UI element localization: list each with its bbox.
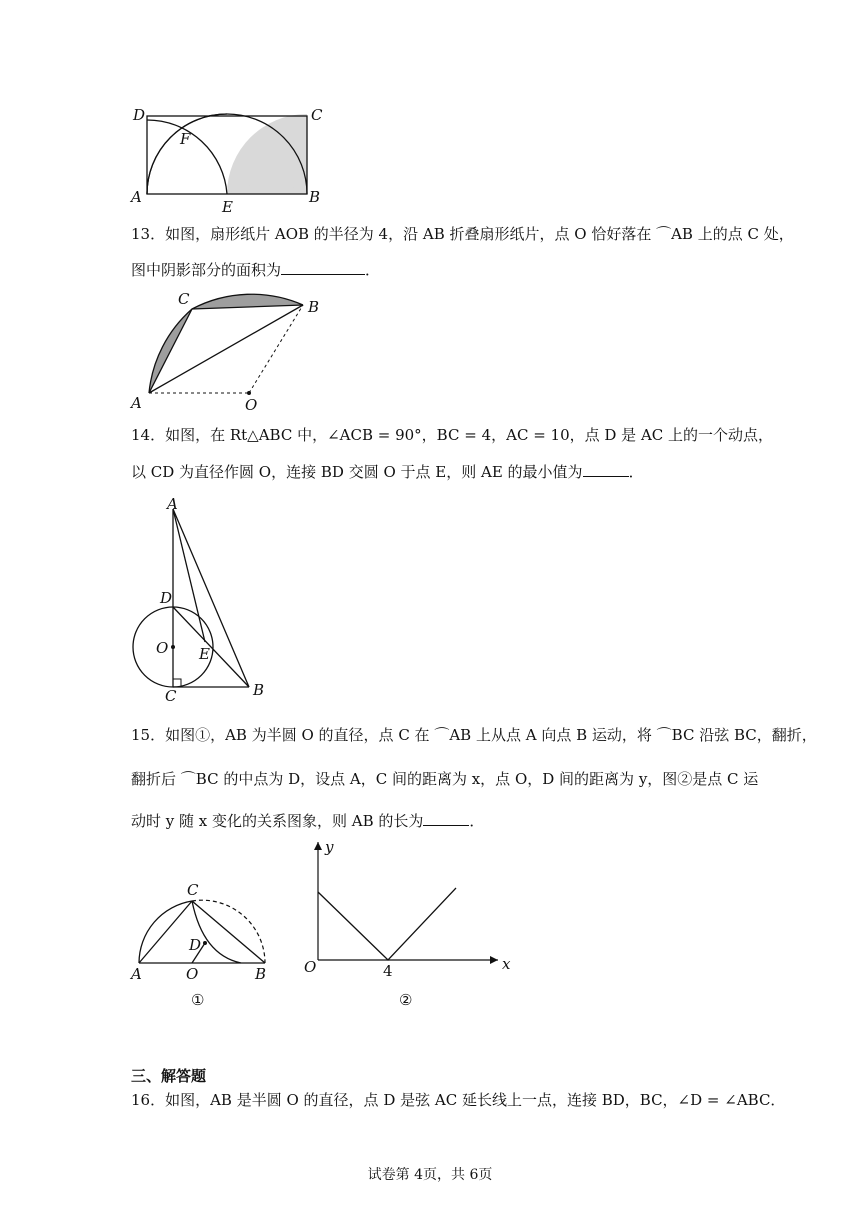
- label-b: B: [308, 298, 320, 316]
- q13-prompt: 图中阴影部分的面积为: [131, 261, 282, 279]
- q13-figure: [125, 290, 335, 415]
- label-origin: O: [304, 958, 317, 976]
- q14-figure: [125, 495, 275, 705]
- q15-figure-2: [298, 838, 518, 1018]
- label-e: E: [199, 645, 210, 663]
- label-c: C: [311, 106, 323, 124]
- answer-blank: [281, 258, 365, 275]
- tick-label-4: 4: [383, 962, 393, 980]
- label-d: D: [160, 589, 173, 607]
- q14-end: ．: [628, 463, 644, 481]
- answer-blank: [583, 460, 629, 477]
- q13-line-2: [131, 258, 751, 281]
- label-b: B: [309, 188, 321, 206]
- segment-bd: [173, 607, 249, 687]
- label-c: C: [187, 881, 199, 899]
- graph-line: [318, 888, 456, 960]
- label-b: B: [255, 965, 267, 983]
- label-y: y: [325, 838, 334, 856]
- q14-line-2: [131, 460, 751, 483]
- label-e: E: [222, 198, 233, 216]
- label-o: O: [156, 639, 169, 657]
- label-a: A: [167, 495, 178, 513]
- q14-prompt: 以 CD 为直径作圆 O，连接 BD 交圆 O 于点 E，则 AE 的最小值为: [131, 463, 583, 481]
- q16-line-1: 16．如图，AB 是半圆 O 的直径，点 D 是弦 AC 延长线上一点，连接 BD，BC，∠D = ∠ABC．: [131, 1091, 786, 1109]
- q15-line-3: [131, 809, 751, 832]
- label-x: x: [502, 955, 511, 973]
- label-a: A: [131, 965, 142, 983]
- q12-figure: [125, 100, 335, 220]
- label-c: C: [165, 687, 177, 705]
- label-f: F: [180, 130, 191, 148]
- label-c: C: [178, 290, 190, 308]
- q13-end: ．: [365, 261, 381, 279]
- q15-prompt: 动时 y 随 x 变化的关系图象，则 AB 的长为: [131, 812, 424, 830]
- label-d: D: [189, 936, 202, 954]
- section-heading: 三、解答题: [131, 1067, 207, 1085]
- shaded-region: [227, 114, 307, 194]
- label-o: O: [186, 965, 199, 983]
- q15-end: ．: [469, 812, 485, 830]
- label-o: O: [245, 396, 258, 414]
- q15-line-2: 翻折后 ⌒BC 的中点为 D，设点 A，C 间的距离为 x，点 O，D 间的距离为 y，图②是点 C 运: [131, 770, 759, 788]
- q15-line-1: 15．如图①，AB 为半圆 O 的直径，点 C 在 ⌒AB 上从点 A 向点 B 运动，将 ⌒BC 沿弦 BC，翻折，: [131, 726, 817, 744]
- caption-1: ①: [191, 991, 205, 1009]
- page-footer: 试卷第 4页，共 6页: [367, 1167, 493, 1183]
- q15-figure-1: [125, 875, 275, 1015]
- segment-ae: [173, 509, 205, 642]
- caption-2: ②: [399, 991, 413, 1009]
- q13-line-1: 13．如图，扇形纸片 AOB 的半径为 4，沿 AB 折叠扇形纸片，点 O 恰好落在 ⌒AB 上的点 C 处，: [131, 225, 794, 243]
- label-a: A: [131, 394, 142, 412]
- q14-line-1: 14．如图，在 Rt△ABC 中，∠ACB = 90°，BC = 4，AC = 10，点 D 是 AC 上的一个动点，: [131, 426, 774, 444]
- answer-blank: [423, 809, 469, 826]
- label-a: A: [131, 188, 142, 206]
- label-d: D: [133, 106, 146, 124]
- label-b: B: [253, 681, 265, 699]
